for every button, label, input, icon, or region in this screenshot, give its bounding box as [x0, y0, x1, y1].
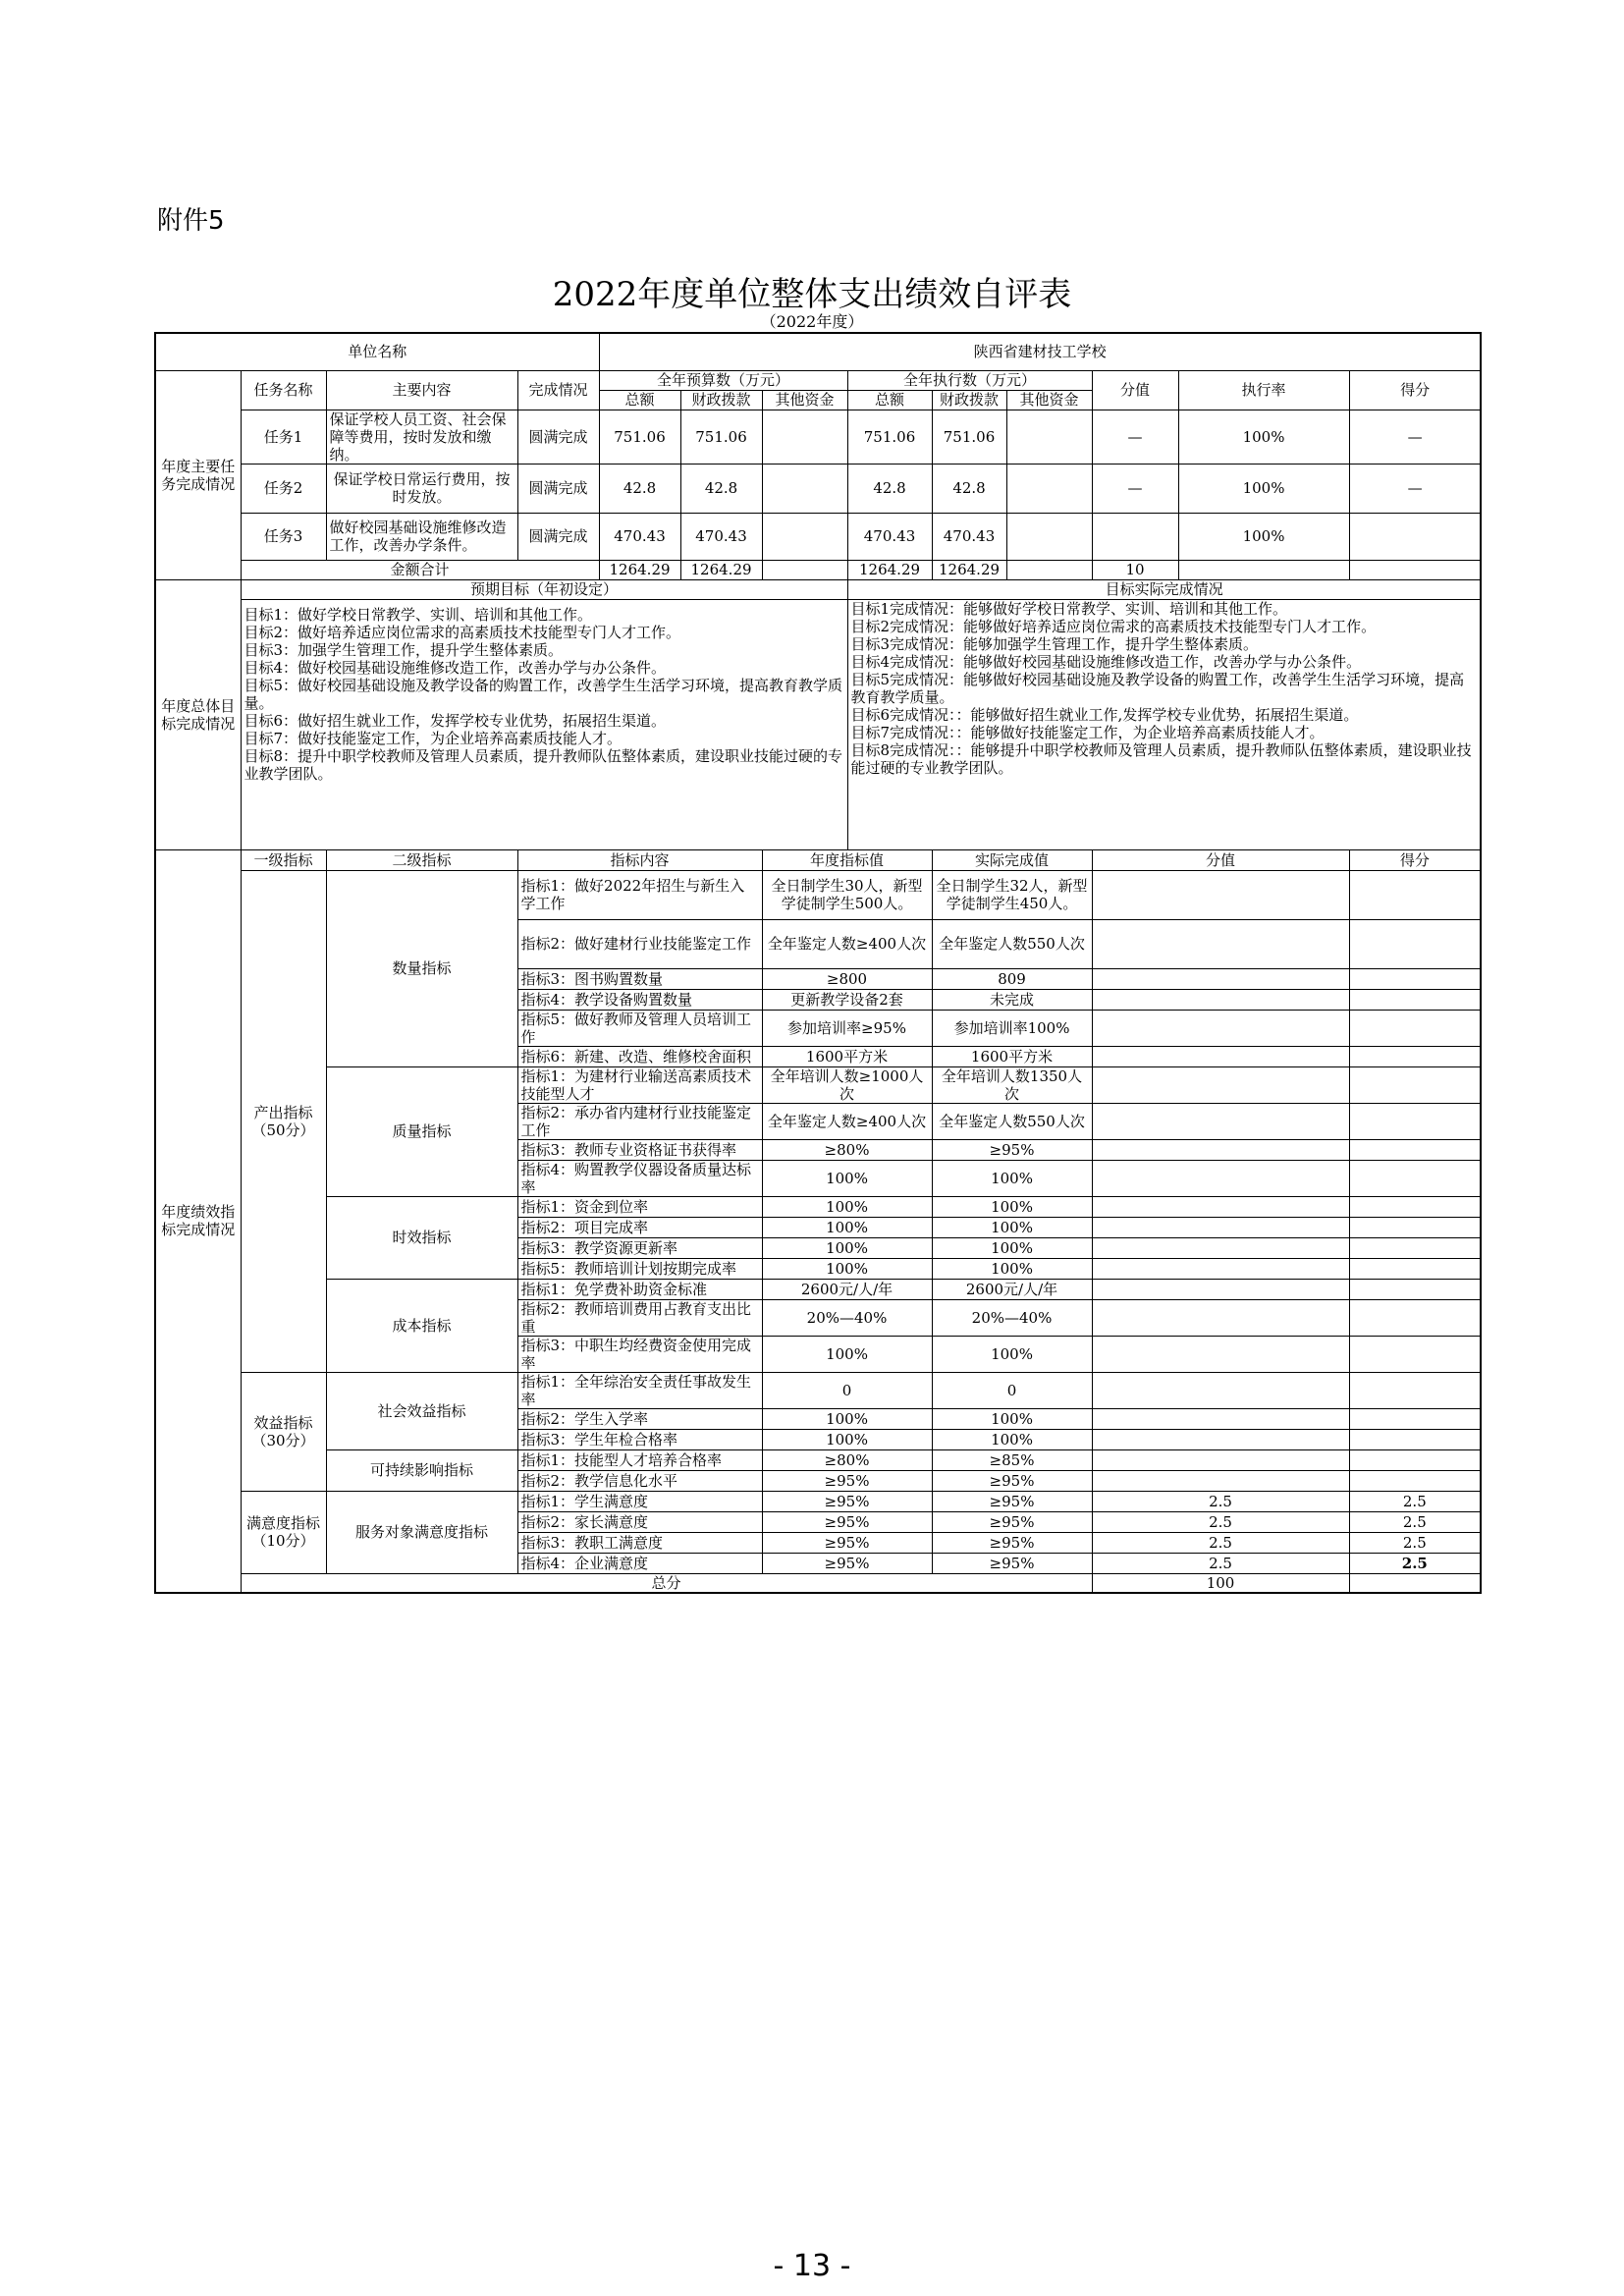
indicator-row — [155, 1491, 1481, 1511]
actual-goal: 目标8完成情况：：能够提升中职学校教师及管理人员素质，提升教师队伍整体素质，建设职业技能过硬的专业教学团队。 — [850, 740, 1472, 777]
col-level1: 一级指标 — [241, 849, 326, 870]
col-actual: 实际完成值 — [932, 849, 1092, 870]
planned-goal: 目标6：做好招生就业工作，发挥学校专业优势，拓展招生渠道。 — [244, 711, 667, 730]
task-score — [1349, 513, 1481, 560]
indicator-value — [1092, 1139, 1349, 1160]
sum-exec-other — [1006, 560, 1092, 579]
indicator-score — [1349, 1279, 1481, 1299]
indicator-score — [1349, 1470, 1481, 1491]
indicator-value — [1092, 1103, 1349, 1139]
unit-name-value: 陕西省建材技工学校 — [599, 333, 1481, 370]
task-exec-total: 751.06 — [847, 410, 932, 464]
actual-goal: 目标5完成情况：能够做好校园基础设施及教学设备的购置工作，改善学生生活学习环境，提高教育教学质量。 — [850, 670, 1465, 706]
indicator-target: 0 — [762, 1372, 932, 1408]
total-value: 100 — [1092, 1573, 1349, 1593]
col-exec-total: 总额 — [847, 390, 932, 410]
indicator-content: 指标3：教职工满意度 — [517, 1532, 762, 1553]
indicator-actual: 全年鉴定人数550人次 — [932, 919, 1092, 968]
task-value: — — [1092, 464, 1178, 513]
indicator-actual: ≥95% — [932, 1553, 1092, 1573]
task-exec-other — [1006, 464, 1092, 513]
task-status: 圆满完成 — [517, 513, 599, 560]
indicator-value — [1092, 870, 1349, 919]
task-value: — — [1092, 410, 1178, 464]
indicator-actual: 全日制学生32人，新型学徒制学生450人。 — [932, 870, 1092, 919]
indicator-score — [1349, 1336, 1481, 1372]
actual-goal: 目标4完成情况：能够做好校园基础设施维修改造工作，改善办学与办公条件。 — [850, 652, 1362, 671]
task-exec-fiscal: 751.06 — [932, 410, 1006, 464]
col-score: 得分 — [1349, 370, 1481, 410]
indicator-row — [155, 1196, 1481, 1217]
indicator-target: ≥80% — [762, 1449, 932, 1470]
task-row — [155, 464, 1481, 513]
col-level2: 二级指标 — [326, 849, 517, 870]
task-row — [155, 410, 1481, 464]
indicator-value — [1092, 1160, 1349, 1196]
sum-budget-total: 1264.29 — [599, 560, 680, 579]
sum-rate — [1178, 560, 1349, 579]
indicator-score — [1349, 1010, 1481, 1046]
indicator-target: ≥95% — [762, 1553, 932, 1573]
level2-quality: 质量指标 — [326, 1066, 517, 1196]
indicator-score — [1349, 1217, 1481, 1237]
indicator-value — [1092, 1258, 1349, 1279]
indicator-target: ≥95% — [762, 1511, 932, 1532]
indicator-actual: 100% — [932, 1160, 1092, 1196]
total-label: 总分 — [241, 1573, 1092, 1593]
indicator-actual: 100% — [932, 1336, 1092, 1372]
indicator-actual: ≥95% — [932, 1470, 1092, 1491]
level1-satisfaction: 满意度指标（10分） — [241, 1491, 326, 1573]
indicator-content: 指标1：全年综治安全责任事故发生率 — [517, 1372, 762, 1408]
indicator-actual: 20%—40% — [932, 1299, 1092, 1336]
indicator-score — [1349, 968, 1481, 989]
col-budget-other: 其他资金 — [762, 390, 847, 410]
indicator-actual: 未完成 — [932, 989, 1092, 1010]
level2-sustain: 可持续影响指标 — [326, 1449, 517, 1491]
indicator-actual: 100% — [932, 1196, 1092, 1217]
indicator-value: 2.5 — [1092, 1491, 1349, 1511]
indicator-value — [1092, 1449, 1349, 1470]
indicator-row — [155, 1372, 1481, 1408]
indicator-score — [1349, 1372, 1481, 1408]
indicator-score — [1349, 870, 1481, 919]
col-exec-fiscal: 财政拨款 — [932, 390, 1006, 410]
indicator-value — [1092, 1046, 1349, 1066]
indicators-section-label: 年度绩效指标完成情况 — [155, 849, 241, 1593]
col-value: 分值 — [1092, 849, 1349, 870]
indicator-score — [1349, 1160, 1481, 1196]
actual-goal: 目标2完成情况：能够做好培养适应岗位需求的高素质技术技能型专门人才工作。 — [850, 617, 1377, 635]
indicator-actual: ≥95% — [932, 1139, 1092, 1160]
col-content: 主要内容 — [326, 370, 517, 410]
planned-goals — [241, 599, 847, 849]
col-exec-other: 其他资金 — [1006, 390, 1092, 410]
task-budget-fiscal: 42.8 — [680, 464, 762, 513]
indicator-score: 2.5 — [1349, 1532, 1481, 1553]
indicator-value — [1092, 1279, 1349, 1299]
indicator-value — [1092, 1299, 1349, 1336]
indicator-value — [1092, 989, 1349, 1010]
indicator-target: 100% — [762, 1336, 932, 1372]
indicator-actual: ≥95% — [932, 1491, 1092, 1511]
indicator-target: 全年培训人数≥1000人次 — [762, 1066, 932, 1103]
task-content: 做好校园基础设施维修改造工作，改善办学条件。 — [326, 513, 517, 560]
task-content: 保证学校日常运行费用，按时发放。 — [326, 464, 517, 513]
unit-name-label: 单位名称 — [155, 333, 599, 370]
total-score — [1349, 1573, 1481, 1593]
indicator-score: 2.5 — [1349, 1511, 1481, 1532]
task-exec-fiscal: 42.8 — [932, 464, 1006, 513]
col-exec: 全年执行数（万元） — [847, 370, 1092, 390]
indicator-target: 100% — [762, 1429, 932, 1449]
task-budget-total: 42.8 — [599, 464, 680, 513]
actual-goal: 目标3完成情况：能够加强学生管理工作，提升学生整体素质。 — [850, 634, 1259, 653]
actual-goal: 目标7完成情况：：能够做好技能鉴定工作，为企业培养高素质技能人才。 — [850, 723, 1325, 741]
indicator-target: ≥80% — [762, 1139, 932, 1160]
page-title: 2022年度单位整体支出绩效自评表 — [552, 275, 1072, 314]
level2-timeliness: 时效指标 — [326, 1196, 517, 1279]
level1-benefit: 效益指标（30分） — [241, 1372, 326, 1491]
indicator-content: 指标5：教师培训计划按期完成率 — [517, 1258, 762, 1279]
goals-section-label: 年度总体目标完成情况 — [155, 579, 241, 849]
indicator-row — [155, 1449, 1481, 1470]
task-rate: 100% — [1178, 513, 1349, 560]
indicator-actual: 100% — [932, 1217, 1092, 1237]
indicator-target: ≥800 — [762, 968, 932, 989]
indicator-value — [1092, 1066, 1349, 1103]
col-rate: 执行率 — [1178, 370, 1349, 410]
indicator-target: 100% — [762, 1160, 932, 1196]
indicator-content: 指标1：技能型人才培养合格率 — [517, 1449, 762, 1470]
indicator-content: 指标1：免学费补助资金标准 — [517, 1279, 762, 1299]
task-exec-other — [1006, 410, 1092, 464]
planned-goal: 目标8：提升中职学校教师及管理人员素质，提升教师队伍整体素质，建设职业技能过硬的专业教学团队。 — [244, 746, 843, 783]
task-budget-other — [762, 464, 847, 513]
indicator-content: 指标1：做好2022年招生与新生入学工作 — [517, 870, 762, 919]
task-rate: 100% — [1178, 410, 1349, 464]
actual-goal: 目标1完成情况：能够做好学校日常教学、实训、培训和其他工作。 — [850, 599, 1288, 618]
indicator-score — [1349, 1103, 1481, 1139]
evaluation-table — [154, 332, 1482, 1594]
indicator-actual: 809 — [932, 968, 1092, 989]
indicator-content: 指标4：企业满意度 — [517, 1553, 762, 1573]
indicator-target: 100% — [762, 1408, 932, 1429]
indicator-actual: ≥95% — [932, 1511, 1092, 1532]
indicator-score — [1349, 1237, 1481, 1258]
indicator-actual: 100% — [932, 1408, 1092, 1429]
task-name: 任务3 — [241, 513, 326, 560]
indicator-content: 指标2：教师培训费用占教育支出比重 — [517, 1299, 762, 1336]
sum-value: 10 — [1092, 560, 1178, 579]
col-budget: 全年预算数（万元） — [599, 370, 847, 390]
planned-goal: 目标7：做好技能鉴定工作，为企业培养高素质技能人才。 — [244, 729, 623, 747]
indicator-target: ≥95% — [762, 1532, 932, 1553]
task-score: — — [1349, 464, 1481, 513]
indicator-content: 指标1：学生满意度 — [517, 1491, 762, 1511]
planned-goal: 目标2：做好培养适应岗位需求的高素质技术技能型专门人才工作。 — [244, 623, 681, 641]
indicator-score — [1349, 1429, 1481, 1449]
indicator-target: ≥95% — [762, 1491, 932, 1511]
level2-quantity: 数量指标 — [326, 870, 517, 1066]
indicator-content: 指标4：购置教学仪器设备质量达标率 — [517, 1160, 762, 1196]
indicator-content: 指标2：教学信息化水平 — [517, 1470, 762, 1491]
task-rate: 100% — [1178, 464, 1349, 513]
sum-score — [1349, 560, 1481, 579]
indicator-value — [1092, 1237, 1349, 1258]
indicator-value — [1092, 1217, 1349, 1237]
indicator-content: 指标1：为建材行业输送高素质技术技能型人才 — [517, 1066, 762, 1103]
col-target: 年度指标值 — [762, 849, 932, 870]
planned-goal: 目标4：做好校园基础设施维修改造工作，改善办学与办公条件。 — [244, 658, 667, 677]
indicator-value: 2.5 — [1092, 1553, 1349, 1573]
indicator-row — [155, 1066, 1481, 1103]
indicator-actual: 100% — [932, 1429, 1092, 1449]
planned-goal: 目标3：加强学生管理工作，提升学生整体素质。 — [244, 640, 564, 659]
level2-service: 服务对象满意度指标 — [326, 1491, 517, 1573]
indicator-actual: 100% — [932, 1237, 1092, 1258]
indicator-content: 指标2：家长满意度 — [517, 1511, 762, 1532]
indicator-actual: 参加培训率100% — [932, 1010, 1092, 1046]
indicator-target: 100% — [762, 1217, 932, 1237]
indicator-value — [1092, 1196, 1349, 1217]
indicator-content: 指标2：项目完成率 — [517, 1217, 762, 1237]
task-value — [1092, 513, 1178, 560]
planned-goal: 目标1：做好学校日常教学、实训、培训和其他工作。 — [244, 605, 593, 624]
task-budget-total: 751.06 — [599, 410, 680, 464]
indicator-target: 20%—40% — [762, 1299, 932, 1336]
indicator-target: 全年鉴定人数≥400人次 — [762, 919, 932, 968]
task-exec-fiscal: 470.43 — [932, 513, 1006, 560]
actual-goals-header: 目标实际完成情况 — [847, 579, 1481, 599]
indicator-target: 全年鉴定人数≥400人次 — [762, 1103, 932, 1139]
indicator-actual: 0 — [932, 1372, 1092, 1408]
indicator-actual: 1600平方米 — [932, 1046, 1092, 1066]
task-exec-total: 42.8 — [847, 464, 932, 513]
col-task-name: 任务名称 — [241, 370, 326, 410]
indicator-target: 100% — [762, 1196, 932, 1217]
actual-goal: 目标6完成情况：：能够做好招生就业工作,发挥学校专业优势，拓展招生渠道。 — [850, 705, 1359, 724]
sum-exec-total: 1264.29 — [847, 560, 932, 579]
task-budget-other — [762, 410, 847, 464]
indicator-actual: 全年培训人数1350人次 — [932, 1066, 1092, 1103]
indicator-actual: ≥85% — [932, 1449, 1092, 1470]
indicator-score: 2.5 — [1349, 1553, 1481, 1573]
task-content: 保证学校人员工资、社会保障等费用，按时发放和缴纳。 — [326, 410, 517, 464]
total-row — [155, 1573, 1481, 1593]
task-budget-fiscal: 751.06 — [680, 410, 762, 464]
indicator-score — [1349, 1408, 1481, 1429]
indicator-value — [1092, 1336, 1349, 1372]
indicator-row — [155, 1279, 1481, 1299]
indicator-score — [1349, 1449, 1481, 1470]
indicator-value — [1092, 1372, 1349, 1408]
page-subtitle: （2022年度） — [760, 312, 864, 331]
indicator-score — [1349, 1299, 1481, 1336]
col-score: 得分 — [1349, 849, 1481, 870]
tasks-section-label: 年度主要任务完成情况 — [155, 370, 241, 579]
indicator-target: 1600平方米 — [762, 1046, 932, 1066]
indicator-row — [155, 870, 1481, 919]
indicator-target: 100% — [762, 1258, 932, 1279]
level2-social: 社会效益指标 — [326, 1372, 517, 1449]
indicator-value — [1092, 1408, 1349, 1429]
task-budget-fiscal: 470.43 — [680, 513, 762, 560]
indicator-actual: 2600元/人/年 — [932, 1279, 1092, 1299]
indicator-content: 指标2：承办省内建材行业技能鉴定工作 — [517, 1103, 762, 1139]
indicator-value — [1092, 1429, 1349, 1449]
indicator-score — [1349, 989, 1481, 1010]
indicator-content: 指标4：教学设备购置数量 — [517, 989, 762, 1010]
task-name: 任务1 — [241, 410, 326, 464]
col-budget-fiscal: 财政拨款 — [680, 390, 762, 410]
sum-label: 金额合计 — [241, 560, 599, 579]
indicator-content: 指标3：教学资源更新率 — [517, 1237, 762, 1258]
task-score: — — [1349, 410, 1481, 464]
task-exec-total: 470.43 — [847, 513, 932, 560]
indicator-score — [1349, 1258, 1481, 1279]
col-budget-total: 总额 — [599, 390, 680, 410]
indicator-target: 100% — [762, 1237, 932, 1258]
indicator-score: 2.5 — [1349, 1491, 1481, 1511]
indicator-actual: 全年鉴定人数550人次 — [932, 1103, 1092, 1139]
indicator-content: 指标5：做好教师及管理人员培训工作 — [517, 1010, 762, 1046]
task-status: 圆满完成 — [517, 464, 599, 513]
indicator-value: 2.5 — [1092, 1532, 1349, 1553]
indicator-score — [1349, 1066, 1481, 1103]
indicator-content: 指标3：中职生均经费资金使用完成率 — [517, 1336, 762, 1372]
page-number: - 13 - — [773, 2249, 851, 2283]
planned-goal: 目标5：做好校园基础设施及教学设备的购置工作，改善学生生活学习环境，提高教育教学质量。 — [244, 676, 843, 712]
indicator-value — [1092, 1470, 1349, 1491]
sum-row — [155, 560, 1481, 579]
indicator-content: 指标3：教师专业资格证书获得率 — [517, 1139, 762, 1160]
indicator-content: 指标6：新建、改造、维修校舍面积 — [517, 1046, 762, 1066]
task-status: 圆满完成 — [517, 410, 599, 464]
task-budget-other — [762, 513, 847, 560]
task-name: 任务2 — [241, 464, 326, 513]
indicator-content: 指标3：学生年检合格率 — [517, 1429, 762, 1449]
col-score-value: 分值 — [1092, 370, 1178, 410]
sum-exec-fiscal: 1264.29 — [932, 560, 1006, 579]
col-indicator-content: 指标内容 — [517, 849, 762, 870]
indicator-value — [1092, 1010, 1349, 1046]
indicator-score — [1349, 1139, 1481, 1160]
planned-goals-header: 预期目标（年初设定） — [241, 579, 847, 599]
level2-cost: 成本指标 — [326, 1279, 517, 1372]
indicator-content: 指标2：做好建材行业技能鉴定工作 — [517, 919, 762, 968]
actual-goals — [847, 599, 1481, 849]
indicator-value: 2.5 — [1092, 1511, 1349, 1532]
indicator-target: ≥95% — [762, 1470, 932, 1491]
indicator-content: 指标2：学生入学率 — [517, 1408, 762, 1429]
sum-budget-other — [762, 560, 847, 579]
task-exec-other — [1006, 513, 1092, 560]
indicator-content: 指标3：图书购置数量 — [517, 968, 762, 989]
col-status: 完成情况 — [517, 370, 599, 410]
indicator-target: 参加培训率≥95% — [762, 1010, 932, 1046]
attachment-label: 附件5 — [157, 206, 225, 236]
indicator-value — [1092, 919, 1349, 968]
indicator-content: 指标1：资金到位率 — [517, 1196, 762, 1217]
indicator-value — [1092, 968, 1349, 989]
indicator-score — [1349, 919, 1481, 968]
task-row — [155, 513, 1481, 560]
indicator-score — [1349, 1046, 1481, 1066]
indicator-score — [1349, 1196, 1481, 1217]
indicator-target: 全日制学生30人，新型学徒制学生500人。 — [762, 870, 932, 919]
task-budget-total: 470.43 — [599, 513, 680, 560]
indicator-target: 2600元/人/年 — [762, 1279, 932, 1299]
indicator-actual: 100% — [932, 1258, 1092, 1279]
sum-budget-fiscal: 1264.29 — [680, 560, 762, 579]
indicator-target: 更新教学设备2套 — [762, 989, 932, 1010]
indicator-actual: ≥95% — [932, 1532, 1092, 1553]
level1-output: 产出指标（50分） — [241, 870, 326, 1372]
